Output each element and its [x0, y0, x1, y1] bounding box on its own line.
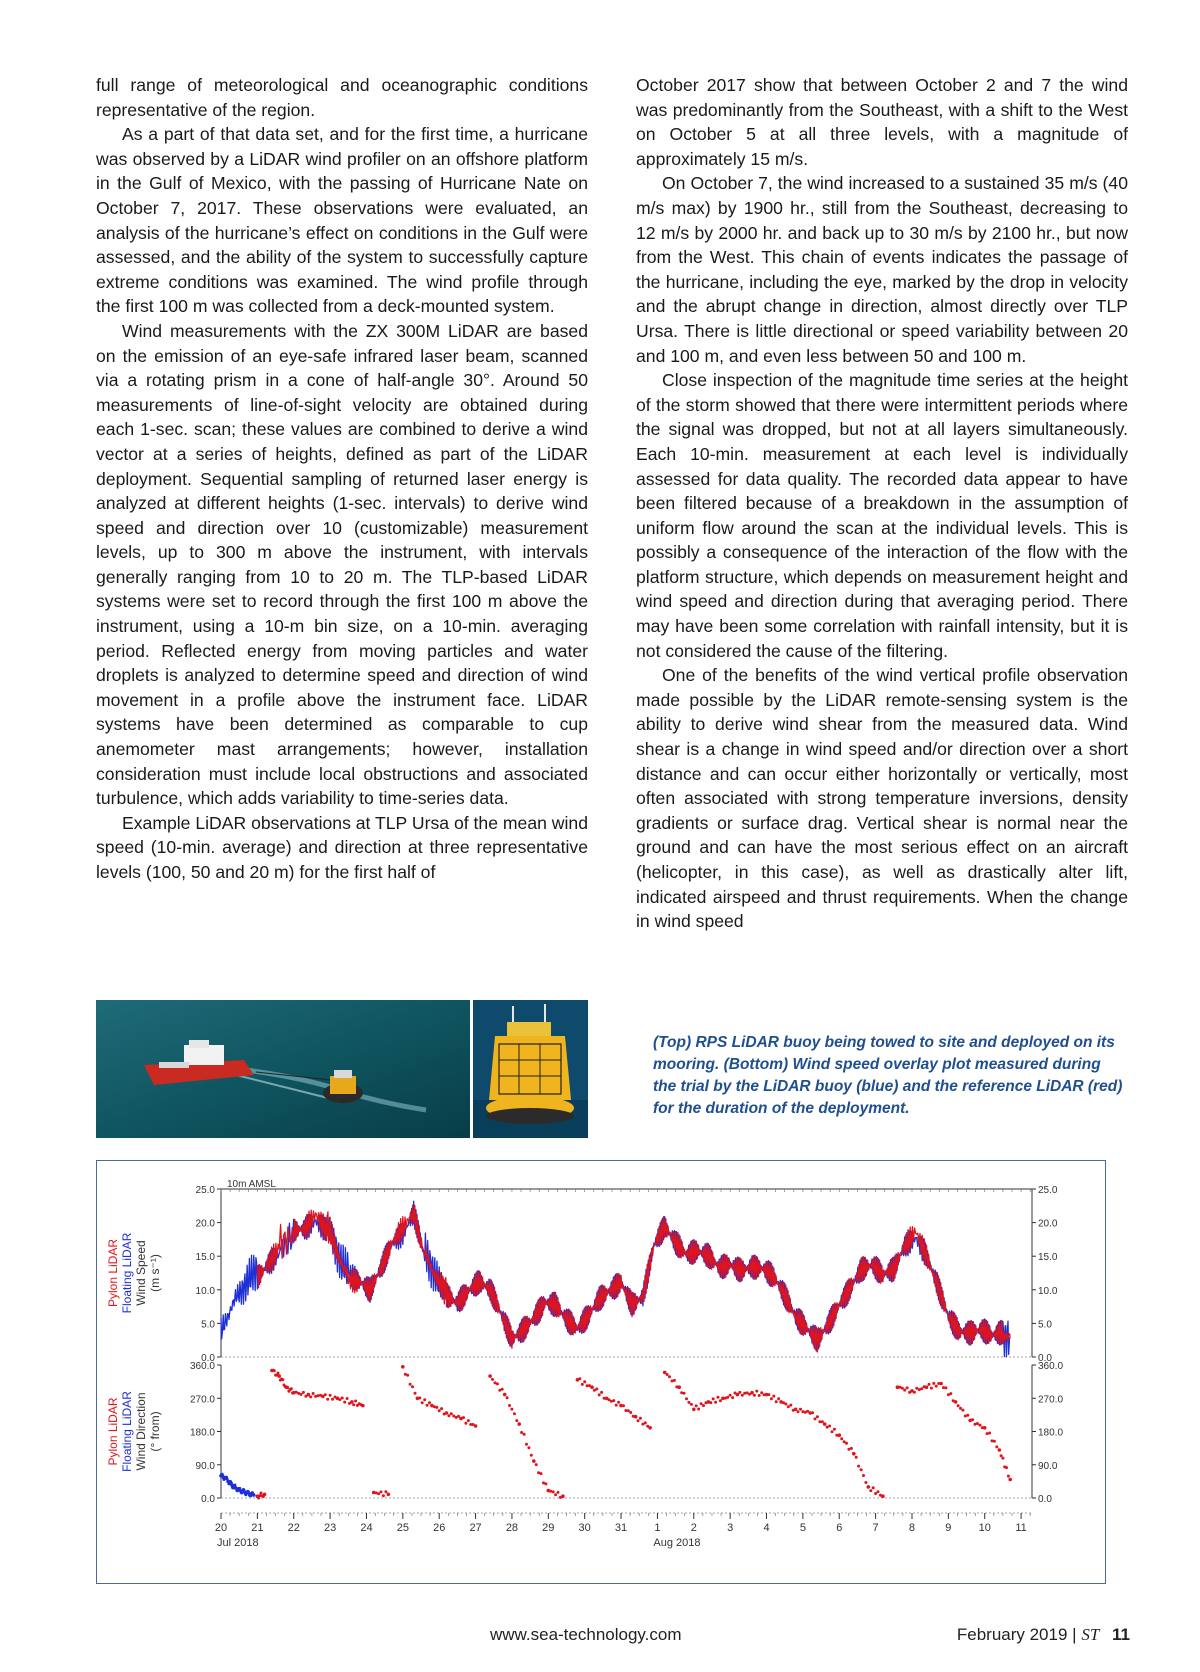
data-point	[506, 1396, 509, 1399]
data-point	[515, 1419, 518, 1422]
data-point	[852, 1452, 856, 1456]
data-point	[775, 1400, 778, 1403]
data-point	[520, 1431, 523, 1434]
data-point	[816, 1415, 819, 1418]
data-point	[673, 1379, 676, 1382]
y-tick-label-left: 180.0	[189, 1427, 215, 1439]
data-point	[966, 1414, 969, 1417]
data-point	[695, 1404, 698, 1407]
data-point	[677, 1385, 681, 1389]
data-point	[467, 1419, 470, 1422]
data-point	[828, 1425, 831, 1428]
data-point	[252, 1493, 256, 1497]
data-point	[772, 1395, 775, 1398]
data-point	[377, 1492, 380, 1495]
data-point	[401, 1365, 405, 1369]
data-point	[976, 1422, 979, 1425]
data-point	[860, 1468, 863, 1471]
data-point	[998, 1448, 1002, 1452]
x-tick-label: 10	[978, 1522, 991, 1534]
data-point	[438, 1409, 441, 1412]
data-point	[530, 1454, 533, 1457]
data-point	[260, 1492, 263, 1495]
data-point	[423, 1398, 426, 1401]
data-point	[993, 1440, 996, 1443]
data-point	[302, 1391, 305, 1394]
wind-direction-panel	[190, 1361, 1063, 1505]
data-point	[741, 1394, 744, 1397]
data-point	[700, 1402, 703, 1405]
data-point	[540, 1472, 543, 1475]
y-tick-label-right: 90.0	[1038, 1460, 1058, 1472]
data-point	[957, 1404, 960, 1407]
data-point	[949, 1392, 952, 1395]
data-point	[309, 1395, 312, 1398]
data-point	[629, 1411, 632, 1414]
data-point	[794, 1408, 798, 1412]
data-point	[312, 1392, 315, 1395]
data-point	[510, 1408, 513, 1411]
data-point	[491, 1378, 494, 1381]
data-point	[648, 1426, 652, 1430]
data-point	[872, 1486, 875, 1489]
x-tick-label: 7	[872, 1522, 879, 1534]
y-tick-label-left: 5.0	[201, 1319, 215, 1331]
y-tick-label-right: 10.0	[1038, 1285, 1058, 1297]
data-point	[714, 1401, 717, 1404]
data-point	[557, 1491, 560, 1494]
series-floating-lidar	[219, 1473, 255, 1498]
left-text-column	[96, 73, 588, 885]
data-point	[983, 1426, 987, 1430]
data-point	[986, 1432, 989, 1435]
data-point	[932, 1382, 935, 1385]
data-point	[634, 1415, 638, 1419]
data-point	[777, 1397, 780, 1400]
x-tick-label: 1	[654, 1522, 661, 1534]
data-point	[409, 1383, 412, 1386]
data-point	[644, 1421, 647, 1424]
x-tick-label: 30	[578, 1522, 591, 1534]
y-axis-titles	[106, 1232, 162, 1472]
data-point	[346, 1397, 349, 1400]
data-point	[729, 1394, 732, 1397]
data-point	[426, 1404, 429, 1407]
data-point	[581, 1383, 584, 1386]
data-point	[457, 1415, 460, 1418]
data-point	[341, 1397, 344, 1400]
data-point	[726, 1396, 729, 1399]
x-tick-label: 8	[908, 1522, 916, 1534]
data-point	[418, 1397, 421, 1400]
data-point	[324, 1393, 327, 1396]
data-point	[869, 1489, 872, 1492]
data-point	[666, 1373, 669, 1376]
y-tick-label-right: 25.0	[1038, 1185, 1058, 1196]
data-point	[450, 1412, 453, 1415]
page-number: 11	[1112, 1625, 1130, 1644]
data-point	[331, 1398, 334, 1401]
series-floating-lidar	[221, 1201, 1010, 1356]
y-tick-label-right: 15.0	[1038, 1252, 1058, 1264]
data-point	[687, 1401, 690, 1404]
data-point	[755, 1390, 758, 1393]
y-tick-label-right: 0.0	[1038, 1353, 1052, 1364]
month-label-jul: Jul 2018	[217, 1537, 259, 1549]
month-label-aug: Aug 2018	[653, 1537, 701, 1549]
data-point	[610, 1400, 613, 1403]
data-point	[811, 1411, 814, 1414]
data-point	[583, 1380, 586, 1383]
data-point	[855, 1456, 858, 1459]
y-tick-label-right: 270.0	[1038, 1394, 1064, 1406]
data-point	[712, 1397, 715, 1400]
footer-issue	[957, 1625, 1130, 1645]
y-axis-title-line: (° from)	[148, 1411, 162, 1452]
data-point	[857, 1465, 860, 1468]
data-point	[428, 1401, 431, 1404]
x-tick-label: 21	[251, 1522, 264, 1534]
y-tick-label-left: 90.0	[195, 1460, 215, 1472]
left-paragraph-3: Wind measurements with the ZX 300M LiDAR are based on the emission of an eye-safe infrared laser beam, scanned via a rotating prism in a cone of half-angle 30°. Around 50 measurements of line-of-sight velocity are obtained during each 1-sec. scan; these values are combined to derive a wind vector at a series of heights, defined as part of the LiDAR deployment. Sequential sampling of returned laser energy is analyzed at different heights (1-sec. intervals) to derive wind speed and direction over 10 (customizable) measurement levels, up to 300 m above the instrument, with intervals generally ranging from 10 to 20 m. The TLP-based LiDAR systems were set to record through the first 100 m above the instrument, using a 10-m bin size, on a 10-min. averaging period. Reflected energy from moving particles and water droplets is analyzed to determine speed and direction of wind movement in a profile above the instrument face. LiDAR systems have been determined as comparable to cup anemometer mast arrangements; however, installation consideration must include local obstructions and associated turbulence, which adds variability to time-series data.	[96, 320, 588, 809]
data-point	[290, 1387, 293, 1390]
data-point	[901, 1387, 904, 1390]
data-point	[637, 1419, 640, 1422]
photo-strip	[96, 1000, 588, 1138]
left-paragraph-1: full range of meteorological and oceanographic conditions representative of the region.	[96, 75, 588, 120]
y-tick-label-right: 0.0	[1038, 1494, 1052, 1505]
x-tick-label: 26	[433, 1522, 446, 1534]
y-axis-title-line: Wind Direction	[134, 1392, 148, 1471]
data-point	[474, 1424, 478, 1428]
data-point	[1007, 1475, 1010, 1478]
data-point	[928, 1383, 931, 1386]
data-point	[862, 1474, 865, 1477]
x-tick-label: 2	[690, 1522, 697, 1534]
data-point	[622, 1404, 625, 1407]
data-point	[971, 1418, 974, 1421]
data-point	[930, 1387, 933, 1390]
left-paragraph-2: As a part of that data set, and for the first time, a hurricane was observed by a LiDAR wind profiler on an offshore platform in the Gulf of Mexico, with the passing of Hurricane Nate on October 7, 2017. These observations were evaluated, an analysis of the hurricane’s effect on conditions in the Gulf were assessed, and the ability of the system to successfully capture extreme conditions was examined. The wind profile through the first 100 m was collected from a deck-mounted system.	[96, 124, 588, 317]
data-point	[831, 1430, 834, 1433]
data-point	[612, 1399, 615, 1402]
data-point	[281, 1378, 284, 1381]
data-point	[978, 1424, 981, 1427]
data-point	[753, 1394, 756, 1397]
data-point	[697, 1408, 700, 1411]
x-tick-label: 24	[360, 1522, 373, 1534]
x-tick-label: 27	[469, 1522, 482, 1534]
x-tick-label: 31	[614, 1522, 628, 1534]
data-point	[913, 1391, 916, 1394]
data-point	[787, 1405, 790, 1408]
data-point	[920, 1387, 923, 1390]
left-paragraph-4: Example LiDAR observations at TLP Ursa of the mean wind speed (10-min. average) and direction at three representative levels (100, 50 and 20 m) for the first half of	[96, 812, 588, 882]
data-point	[503, 1393, 507, 1397]
y-tick-label-left: 0.0	[201, 1494, 215, 1505]
y-axis-title-line: (m s⁻¹)	[148, 1254, 162, 1292]
data-point	[361, 1404, 365, 1408]
data-point	[939, 1382, 943, 1386]
data-point	[513, 1412, 516, 1415]
y-tick-label-right: 180.0	[1038, 1427, 1064, 1439]
data-point	[350, 1400, 354, 1404]
data-point	[421, 1401, 424, 1404]
data-point	[535, 1463, 538, 1466]
data-point	[864, 1481, 867, 1484]
data-point	[877, 1490, 880, 1493]
data-point	[784, 1403, 787, 1406]
data-point	[445, 1411, 449, 1415]
data-point	[959, 1407, 962, 1410]
data-point	[435, 1406, 438, 1409]
y-tick-label-right: 360.0	[1038, 1361, 1064, 1372]
panel-annotation: 10m AMSL	[227, 1179, 276, 1190]
data-point	[867, 1485, 871, 1489]
data-point	[615, 1404, 618, 1407]
data-point	[758, 1394, 761, 1397]
data-point	[523, 1433, 526, 1436]
wind-overlay-figure	[96, 1160, 1106, 1584]
data-point	[286, 1386, 289, 1389]
data-point	[517, 1422, 521, 1426]
data-point	[767, 1393, 770, 1396]
x-tick-label: 4	[763, 1522, 770, 1534]
data-point	[561, 1494, 565, 1498]
data-point	[814, 1417, 817, 1420]
x-tick-label: 29	[542, 1522, 555, 1534]
data-point	[447, 1414, 450, 1417]
data-point	[685, 1397, 688, 1400]
y-axis-title-line: Pylon LiDAR	[106, 1397, 120, 1466]
data-point	[1005, 1466, 1008, 1469]
y-tick-label-right: 20.0	[1038, 1218, 1058, 1230]
series-pylon-lidar	[257, 1205, 1010, 1352]
data-point	[590, 1385, 594, 1389]
data-point	[406, 1374, 409, 1377]
footer-date: February 2019 |	[956, 1625, 1077, 1644]
data-point	[411, 1385, 414, 1388]
data-point	[961, 1409, 964, 1412]
data-point	[789, 1404, 792, 1407]
x-tick-label: 20	[214, 1522, 228, 1534]
data-point	[639, 1417, 642, 1420]
y-tick-label-left: 15.0	[195, 1252, 215, 1264]
y-tick-label-right: 5.0	[1038, 1319, 1052, 1331]
data-point	[525, 1443, 528, 1446]
data-point	[850, 1447, 853, 1450]
data-point	[414, 1392, 417, 1395]
data-point	[702, 1404, 705, 1407]
data-point	[552, 1490, 555, 1493]
data-point	[354, 1400, 357, 1403]
data-point	[995, 1445, 998, 1448]
data-point	[273, 1369, 276, 1372]
y-tick-label-left: 25.0	[195, 1185, 215, 1196]
data-point	[668, 1375, 671, 1378]
y-tick-label-left: 20.0	[195, 1218, 215, 1230]
data-point	[462, 1416, 465, 1419]
right-paragraph-4: One of the benefits of the wind vertical profile observation made possible by the LiDAR remote-sensing system is the ability to derive wind shear from the measured data. Wind shear is a change in wind speed and/or direction over a short distance and can occur either horizontally or vertically, most often associated with strong temperature inversions, density gradients or surface drag. Vertical shear is normal near the ground and can have the most serious effect on an aircraft (helicopter, in this case), as well as drastically alter lift, indicated airspeed and thrust requirements. When the change in wind speed	[636, 665, 1128, 932]
data-point	[326, 1398, 329, 1401]
data-point	[277, 1374, 281, 1378]
data-point	[799, 1408, 802, 1411]
data-point	[600, 1391, 603, 1394]
data-point	[307, 1393, 311, 1397]
data-point	[823, 1422, 827, 1426]
data-point	[838, 1433, 842, 1437]
buoy-tow-photo	[96, 1000, 470, 1138]
data-point	[738, 1391, 741, 1394]
data-point	[840, 1437, 843, 1440]
y-tick-label-left: 10.0	[195, 1285, 215, 1297]
data-point	[554, 1493, 557, 1496]
data-point	[750, 1391, 754, 1395]
data-point	[1008, 1478, 1012, 1482]
series-pylon-lidar	[256, 1365, 1012, 1500]
data-point	[532, 1459, 536, 1463]
data-point	[719, 1399, 722, 1402]
data-point	[797, 1410, 800, 1413]
y-tick-label-left: 360.0	[189, 1361, 215, 1372]
x-tick-label: 3	[727, 1522, 734, 1534]
right-paragraph-2: On October 7, the wind increased to a sustained 35 m/s (40 m/s max) by 1900 hr., still from the Southeast, decreasing to 12 m/s by 2000 hr. and back up to 30 m/s by 2100 hr., but now from the West. This chain of events indicates the passage of the hurricane, including the eye, marked by the drop in velocity and the abrupt change in direction, almost directly over TLP Ursa. There is little directional or speed variability between 20 and 100 m, and even less between 50 and 100 m.	[636, 173, 1128, 366]
x-tick-label: 28	[505, 1522, 519, 1534]
data-point	[527, 1446, 530, 1449]
data-point	[717, 1396, 720, 1399]
x-tick-label: 5	[799, 1522, 806, 1534]
data-point	[343, 1401, 346, 1404]
y-axis-title-line: Floating LiDAR	[120, 1391, 134, 1472]
data-point	[760, 1391, 763, 1394]
y-axis-title-line: Floating LiDAR	[120, 1232, 134, 1314]
x-tick-label: 9	[945, 1522, 952, 1534]
wind-chart-svg	[97, 1161, 1104, 1582]
data-point	[595, 1388, 598, 1391]
data-point	[508, 1404, 511, 1407]
data-point	[935, 1385, 938, 1388]
data-point	[690, 1403, 693, 1406]
footer-url: www.sea-technology.com	[490, 1625, 682, 1644]
data-point	[598, 1393, 601, 1396]
y-tick-label-left: 270.0	[189, 1394, 215, 1406]
data-point	[263, 1493, 267, 1497]
data-point	[925, 1385, 929, 1389]
data-point	[770, 1397, 773, 1400]
footer-journal: ST	[1081, 1625, 1100, 1644]
data-point	[277, 1372, 280, 1375]
data-point	[692, 1408, 696, 1412]
data-point	[496, 1382, 499, 1385]
data-point	[821, 1420, 824, 1423]
right-paragraph-3: Close inspection of the magnitude time series at the height of the storm showed that there were intermittent periods where the signal was dropped, but not at all layers simultaneously. Each 10-min. measurement at each level is individually assessed for data quality. The recorded data appear to have been filtered because of a breakdown in the assumption of uniform flow around the scan at the individual levels. This is possibly a consequence of the interaction of the flow with the platform structure, which depends on measurement height and wind speed and direction during that averaging period. There may have been some correlation with rainfall intensity, but it is not considered the cause of the filtering.	[636, 370, 1128, 661]
data-point	[387, 1493, 391, 1497]
data-point	[906, 1386, 909, 1389]
right-text-column	[636, 73, 1128, 934]
data-point	[544, 1482, 547, 1485]
data-point	[488, 1374, 492, 1378]
data-point	[874, 1492, 877, 1495]
data-point	[352, 1403, 355, 1406]
data-point	[440, 1407, 443, 1410]
data-point	[464, 1422, 467, 1425]
y-tick-label-left: 0.0	[201, 1353, 215, 1364]
x-tick-label: 22	[287, 1522, 300, 1534]
data-point	[954, 1400, 958, 1404]
data-point	[300, 1393, 303, 1396]
data-point	[833, 1428, 836, 1431]
data-point	[988, 1432, 991, 1435]
data-point	[578, 1377, 581, 1380]
data-point	[903, 1389, 906, 1392]
data-point	[617, 1401, 620, 1404]
x-tick-label: 25	[396, 1522, 409, 1534]
buoy-closeup-photo	[473, 1000, 588, 1138]
data-point	[501, 1388, 504, 1391]
figure-caption: (Top) RPS LiDAR buoy being towed to site and deployed on its mooring. (Bottom) Wind speed overlay plot measured during the trial by the LiDAR buoy (blue) and the reference LiDAR (red) for the duration of the deployment.	[653, 1034, 1123, 1117]
x-tick-label: 23	[323, 1522, 337, 1534]
data-point	[683, 1392, 686, 1395]
data-point	[845, 1442, 848, 1445]
data-point	[1001, 1457, 1004, 1460]
y-axis-title-line: Pylon LiDAR	[106, 1238, 120, 1308]
data-point	[709, 1401, 712, 1404]
x-tick-label: 11	[1015, 1522, 1027, 1534]
y-axis-title-line: Wind Speed	[134, 1240, 148, 1306]
data-point	[731, 1396, 734, 1399]
right-paragraph-1: October 2017 show that between October 2 and 7 the wind was predominantly from the Southeast, with a shift to the West on October 5 at all three levels, with a magnitude of approximately 15 m/s.	[636, 75, 1128, 169]
data-point	[944, 1386, 947, 1389]
x-tick-label: 6	[836, 1522, 843, 1534]
data-point	[384, 1490, 387, 1493]
data-point	[380, 1490, 383, 1493]
data-point	[382, 1494, 385, 1497]
data-point	[329, 1394, 332, 1397]
wind-speed-panel	[196, 1179, 1058, 1364]
data-point	[881, 1494, 885, 1498]
